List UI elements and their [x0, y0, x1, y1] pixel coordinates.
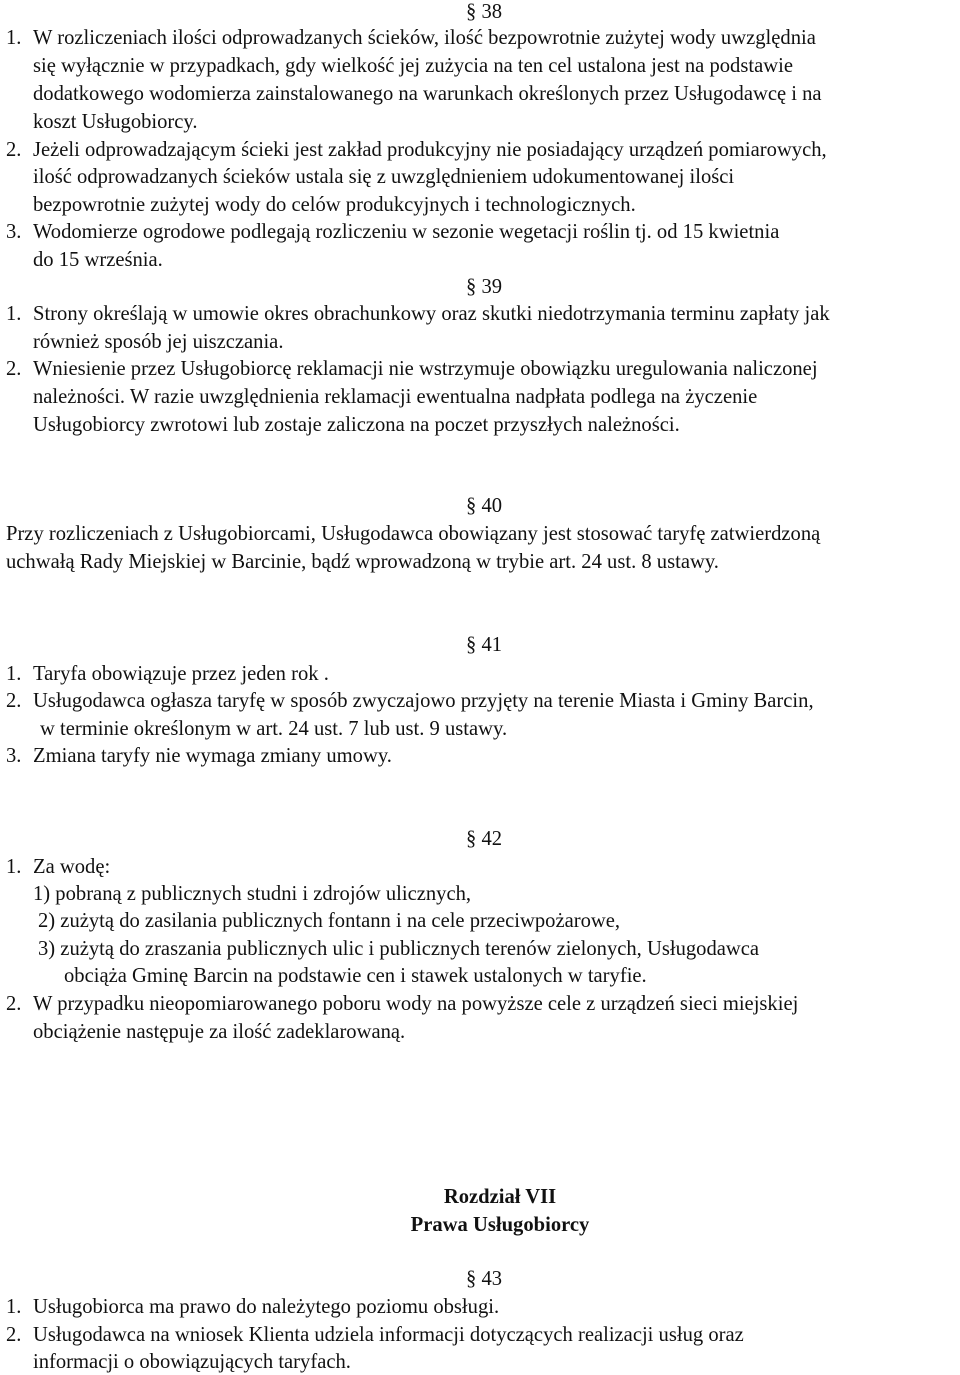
paragraph-line: należności. W razie uwzględnienia reklamacji ewentualna nadpłata podlega na życzenie [33, 386, 758, 408]
paragraph-line: Usługobiorca ma prawo do należytego poziomu obsługi. [33, 1296, 500, 1318]
list-number: 3. [6, 221, 22, 243]
paragraph-line: informacji o obowiązujących taryfach. [33, 1351, 351, 1373]
paragraph-line: W przypadku nieopomiarowanego poboru wody na powyższe cele z urządzeń sieci miejskiej [33, 993, 799, 1015]
list-number: 2. [6, 358, 22, 380]
paragraph-line: Zmiana taryfy nie wymaga zmiany umowy. [33, 745, 392, 767]
section-40-heading: § 40 [466, 495, 503, 517]
list-number: 1. [6, 856, 22, 878]
paragraph-line: Jeżeli odprowadzającym ścieki jest zakład produkcyjny nie posiadający urządzeń pomiarowych, [33, 139, 827, 161]
paragraph-line: ilość odprowadzanych ścieków ustala się z uwzględnieniem udokumentowanej ilości [33, 166, 735, 188]
list-number: 1. [6, 663, 22, 685]
paragraph-line: W rozliczeniach ilości odprowadzanych ścieków, ilość bezpowrotnie zużytej wody uwzględnia [33, 27, 816, 49]
list-item: 3) zużytą do zraszania publicznych ulic i publicznych terenów zielonych, Usługodawca [38, 938, 760, 960]
section-43-heading: § 43 [466, 1268, 503, 1290]
section-42-heading: § 42 [466, 828, 503, 850]
chapter-subtitle: Prawa Usługobiorcy [410, 1214, 590, 1236]
section-39-heading: § 39 [466, 276, 503, 298]
list-number: 2. [6, 1324, 22, 1346]
paragraph-line: Usługodawca na wniosek Klienta udziela informacji dotyczących realizacji usług oraz [33, 1324, 744, 1346]
list-number: 1. [6, 303, 22, 325]
chapter-title: Rozdział VII [443, 1186, 557, 1208]
paragraph-line: również sposób jej uiszczania. [33, 331, 284, 353]
paragraph-line: w terminie określonym w art. 24 ust. 7 lub ust. 9 ustawy. [40, 718, 508, 740]
section-38-heading: § 38 [466, 1, 503, 23]
section-41-heading: § 41 [466, 634, 503, 656]
paragraph-line: Usługodawca ogłasza taryfę w sposób zwyczajowo przyjęty na terenie Miasta i Gminy Barcin, [33, 690, 814, 712]
paragraph-line: Wniesienie przez Usługobiorcę reklamacji nie wstrzymuje obowiązku uregulowania naliczonej [33, 358, 818, 380]
list-item: 2) zużytą do zasilania publicznych fontann i na cele przeciwpożarowe, [38, 910, 621, 932]
paragraph-line: Strony określają w umowie okres obrachunkowy oraz skutki niedotrzymania terminu zapłaty jak [33, 303, 830, 325]
paragraph-line: Za wodę: [33, 856, 111, 878]
paragraph-line: Taryfa obowiązuje przez jeden rok . [33, 663, 329, 685]
paragraph-line: do 15 września. [33, 249, 163, 271]
paragraph-line: się wyłącznie w przypadkach, gdy wielkość jej zużycia na ten cel ustalona jest na podstawie [33, 55, 793, 77]
paragraph-line: dodatkowego wodomierza zainstalowanego na warunkach określonych przez Usługodawcę i na [33, 83, 822, 105]
list-number: 2. [6, 993, 22, 1015]
list-number: 3. [6, 745, 22, 767]
paragraph-line: koszt Usługobiorcy. [33, 111, 198, 133]
paragraph-line: uchwałą Rady Miejskiej w Barcinie, bądź wprowadzoną w trybie art. 24 ust. 8 ustawy. [6, 551, 719, 573]
paragraph-line: Przy rozliczeniach z Usługobiorcami, Usługodawca obowiązany jest stosować taryfę zatwierdzoną [6, 523, 821, 545]
list-item: 1) pobraną z publicznych studni i zdrojów ulicznych, [33, 883, 472, 905]
paragraph-line: obciążenie następuje za ilość zadeklarowaną. [33, 1021, 406, 1043]
paragraph-line: obciąża Gminę Barcin na podstawie cen i stawek ustalonych w taryfie. [64, 965, 647, 987]
list-number: 1. [6, 27, 22, 49]
paragraph-line: Usługobiorcy zwrotowi lub zostaje zaliczona na poczet przyszłych należności. [33, 414, 680, 436]
list-number: 2. [6, 139, 22, 161]
list-number: 2. [6, 690, 22, 712]
paragraph-line: Wodomierze ogrodowe podlegają rozliczeniu w sezonie wegetacji roślin tj. od 15 kwietnia [33, 221, 780, 243]
list-number: 1. [6, 1296, 22, 1318]
paragraph-line: bezpowrotnie zużytej wody do celów produkcyjnych i technologicznych. [33, 194, 636, 216]
